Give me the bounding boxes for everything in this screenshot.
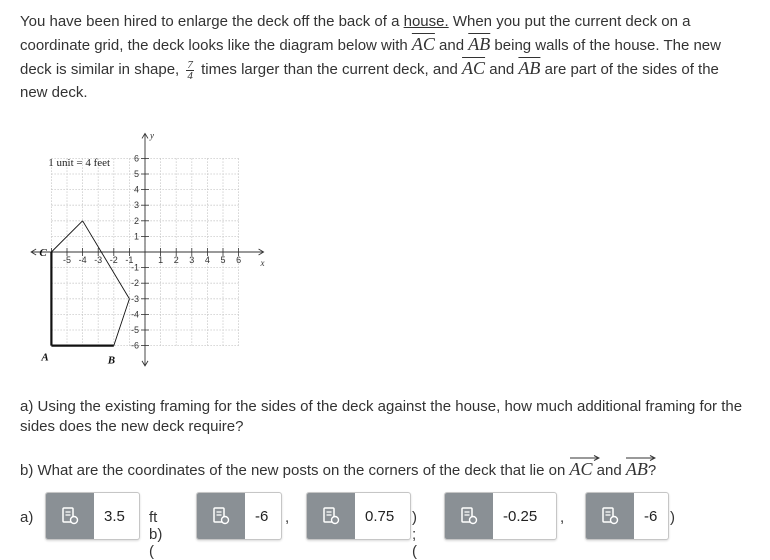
point-label-c: C (39, 247, 47, 259)
prompt-text: times larger than the current deck, and (196, 61, 463, 78)
equation-editor-icon[interactable] (197, 493, 245, 539)
x-tick-label: 3 (189, 255, 195, 265)
answer-close: ) (670, 509, 675, 526)
y-tick-label: 3 (133, 200, 139, 211)
x-tick-label: -4 (78, 255, 87, 265)
vector-ab-label: AB (625, 459, 648, 479)
y-tick-label: 2 (133, 215, 139, 226)
prompt-text: When you put the current deck on a coordinate grid, the deck looks like the diagram below with (20, 13, 691, 54)
vector-ac-label: AC (569, 459, 593, 479)
answer-a-label: a) (20, 509, 34, 526)
x-tick-label: 4 (204, 255, 210, 265)
scale-fraction (186, 60, 194, 81)
point-label-b: B (107, 354, 116, 367)
answer-b1-input[interactable] (196, 492, 282, 540)
question-b-text: and (592, 462, 626, 479)
equation-editor-icon[interactable] (586, 493, 634, 539)
answer-a-input[interactable] (45, 492, 140, 540)
y-tick-label: 4 (133, 184, 139, 195)
y-tick-label: 5 (133, 169, 139, 179)
x-tick-label: -3 (94, 255, 103, 265)
answer-b2-input[interactable] (306, 492, 411, 540)
prompt-text: are part of the sides of the new deck. (20, 61, 719, 101)
segment-ab: $\overline{AB}$ (468, 34, 491, 54)
segment-ac: $\overline{AC}$ (411, 34, 435, 54)
answer-b4-input[interactable] (585, 492, 669, 540)
x-tick-label: 5 (220, 255, 226, 265)
prompt-text: and (485, 61, 519, 78)
y-tick-label: -4 (130, 309, 139, 320)
x-tick-label: -2 (109, 255, 118, 265)
equation-editor-icon[interactable] (445, 493, 493, 539)
deck-edge (83, 221, 130, 299)
y-tick-label: -3 (130, 293, 139, 304)
y-tick-label: -1 (130, 262, 139, 273)
answer-a-value[interactable]: 3.5 (104, 507, 125, 525)
y-tick-label: 1 (133, 231, 139, 242)
prompt-text: and (434, 37, 469, 54)
answer-comma: , (560, 509, 565, 526)
x-tick-label: 2 (173, 255, 179, 265)
question-b (20, 458, 656, 482)
answer-b4-value[interactable]: -6 (644, 507, 658, 525)
x-tick-label: -1 (125, 255, 134, 265)
vector-ac (570, 458, 593, 482)
equation-editor-icon[interactable] (46, 493, 94, 539)
prompt-text-underlined: house. (403, 13, 449, 30)
question-a: a) Using the existing framing for the sides of the deck against the house, how much additional framing for the sides does the new deck require? (20, 398, 743, 435)
fraction-numerator: 7 (187, 58, 193, 71)
answer-b3-value[interactable]: -0.25 (503, 507, 538, 525)
answer-separator: ) ; ( (412, 509, 417, 560)
x-tick-label: 6 (236, 255, 242, 265)
y-tick-label: -5 (130, 325, 139, 335)
equation-editor-icon[interactable] (307, 493, 355, 539)
point-label-a: A (41, 351, 49, 364)
x-tick-label: -5 (62, 255, 72, 265)
x-tick-label: 1 (158, 255, 164, 265)
coordinate-graph (22, 122, 282, 372)
unit-label: 1 unit = 4 feet (48, 157, 111, 170)
fraction-denominator: 4 (187, 69, 193, 82)
problem-prompt (20, 10, 750, 104)
vector-ab (626, 458, 648, 482)
question-b-text: ? (647, 462, 657, 479)
answer-b1-value[interactable]: -6 (255, 507, 269, 525)
answer-ft-label: ft b)( (149, 509, 163, 560)
prompt-text: You have been hired to enlarge the deck off the back of a (20, 13, 404, 30)
segment-ab: $\overline{AB}$ (518, 58, 541, 78)
deck-edge (114, 299, 130, 346)
segment-ac: $\overline{AC}$ (462, 58, 486, 78)
y-tick-label: 6 (133, 153, 139, 164)
answer-comma: , (285, 509, 290, 526)
y-axis-label: y (150, 130, 154, 141)
y-tick-label: -2 (130, 278, 139, 289)
answer-b3-input[interactable] (444, 492, 557, 540)
prompt-text: being walls of the house. The new deck is similar in shape, (20, 37, 721, 78)
answer-b2-value[interactable]: 0.75 (365, 507, 395, 525)
question-b-text: b) What are the coordinates of the new posts on the corners of the deck that lie on (20, 462, 570, 479)
y-tick-label: -6 (130, 340, 139, 351)
x-axis-label: x (260, 258, 265, 268)
